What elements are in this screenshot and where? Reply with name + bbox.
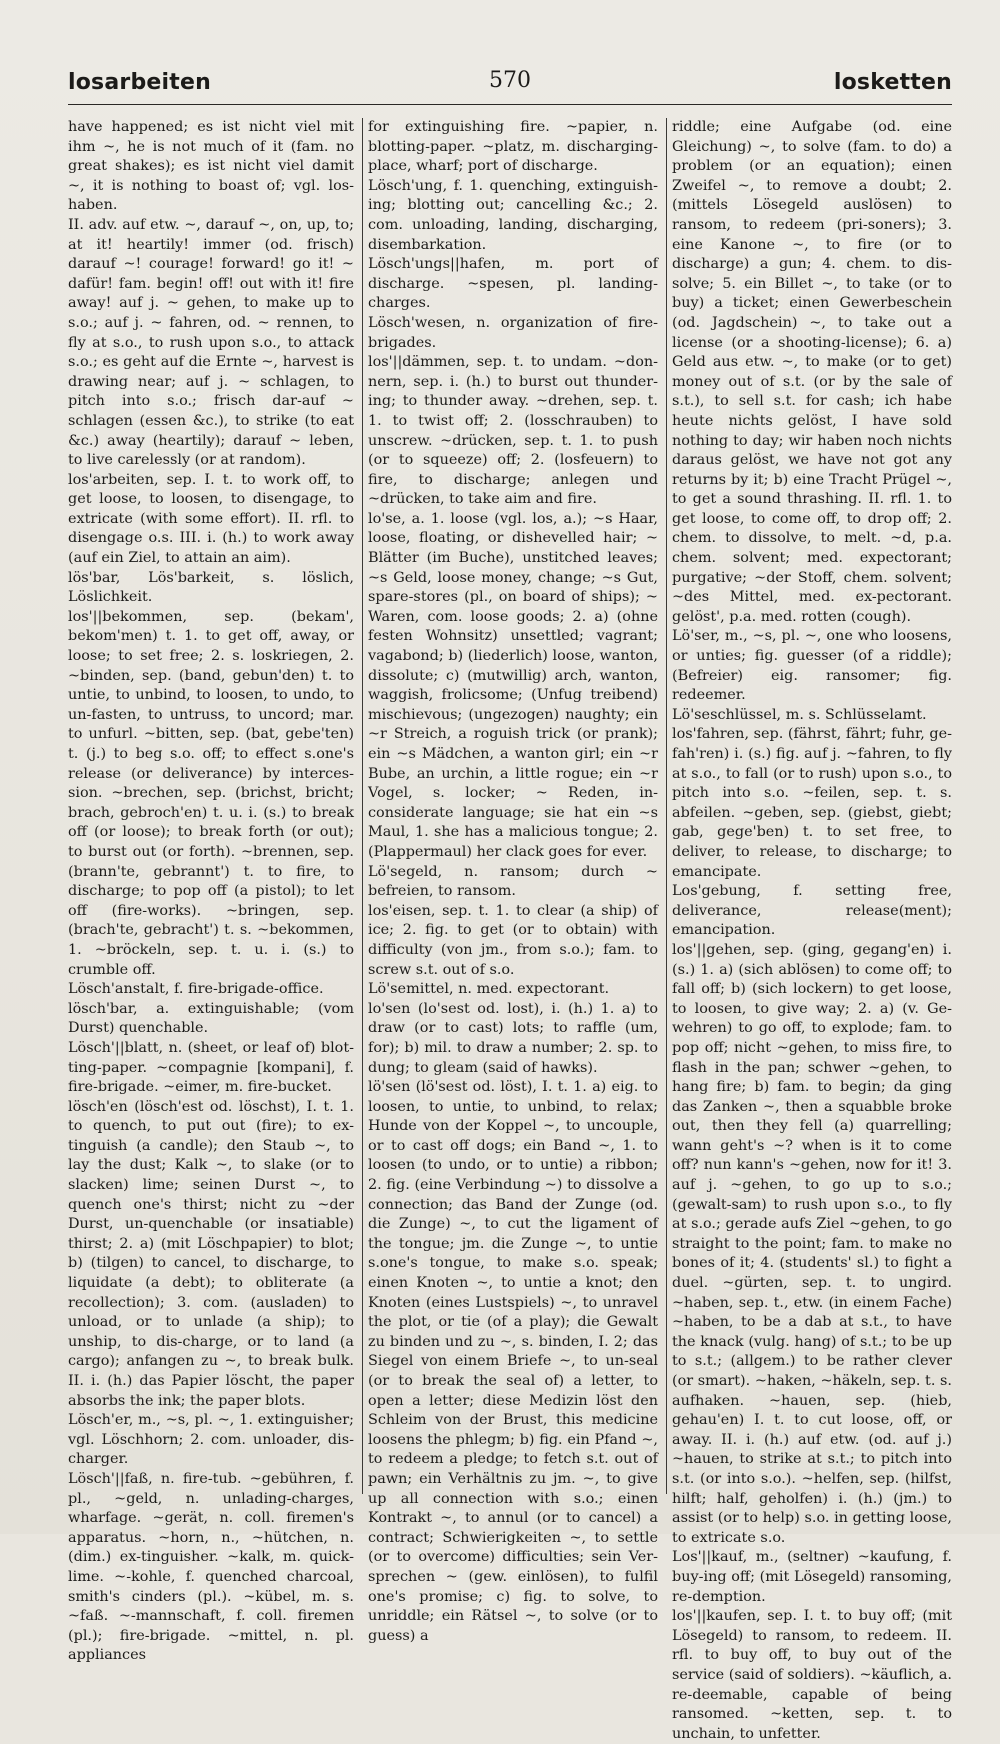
dictionary-entry: Lösch'anstalt, f. fire-brigade-office. [68, 981, 324, 998]
dictionary-entry: lö'sen (lö'sest od. löst), I. t. 1. a) eig. to loosen, to untie, to unbind, to relax; Hunde von der Koppel ~, to uncouple, or to cast off dogs; ein Band ~, 1. to loosen (to undo, or to untie) a ribbon; 2. fig. (eine Verbindung ~) to dissolve a connection; das Band der Zunge (od. die Zunge) ~, to cut the ligament of the tongue; jm. die Zunge ~, to untie s.one's tongue, to make s.o. speak; einen Knoten ~, to untie a knot; den Knoten (eines Lustspiels) ~, to unravel the plot, or tie (of a play); die Gewalt zu binden und zu ~, s. binden, I. 2; das Siegel von einem Briefe ~, to un-seal (or to break the seal of) a letter, to open a letter; diese Medizin löst den Schleim von der Brust, this medicine loosens the phlegm; b) fig. ein Pfand ~, to redeem a pledge; to fetch s.t. out of pawn; ein Verhältnis zu jm. ~, to give up all connection with s.o.; einen Kontrakt ~, to annul (or to cancel) a contract; Schwierigkeiten ~, to settle (or to overcome) difficulties; sein Ver-sprechen ~ (gew. einlösen), to fulfil one's promise; c) fig. to solve, to unriddle; ein Rätsel ~, to solve (or to guess) a [368, 1079, 658, 1644]
page-number: 570 [489, 68, 531, 93]
left-guideword: losarbeiten [68, 70, 211, 95]
dictionary-entry: Lösch'||blatt, n. (sheet, or leaf of) blot-ting-paper. ~compagnie [kompani], f. fire-brigade. ~eimer, m. fire-bucket. [68, 1039, 354, 1096]
text-columns [68, 118, 952, 1742]
column-1 [68, 118, 354, 1664]
dictionary-entry: los'||kaufen, sep. I. t. to buy off; (mit Lösegeld) to ransom, to redeem. II. rfl. to buy off, to buy out of the service (said of soldiers). ~käuflich, a. re-deemable, capable of being ransomed. ~ketten, sep. t. to unchain, to unfetter. [672, 1608, 952, 1742]
dictionary-entry: have happened; es ist nicht viel mit ihm ~, he is not much of it (fam. no great shakes); es ist nicht viel damit ~, it is nothing to boast of; vgl. los-haben. [68, 119, 354, 214]
column-2 [368, 118, 658, 1644]
dictionary-entry: Lö'seschlüssel, m. s. Schlüsselamt. [672, 706, 927, 723]
dictionary-entry: Los'||kauf, m., (seltner) ~kaufung, f. buy-ing off; (mit Lösegeld) ransoming, re-demption. [672, 1549, 952, 1605]
right-guideword: losketten [833, 70, 952, 95]
dictionary-entry: Lösch'er, m., ~s, pl. ~, 1. extinguisher; vgl. Löschhorn; 2. com. unloader, dis-charger. [68, 1412, 354, 1468]
dictionary-entry: Lösch'||faß, n. fire-tub. ~gebühren, f. pl., ~geld, n. unlading-charges, wharfage. ~gerät, n. coll. firemen's apparatus. ~horn, n., ~hütchen, n. (dim.) ex-tinguisher. ~kalk, m. quick-lime. ~-kohle, f. quenched charcoal, smith's cinders (pl.). ~kübel, m. s. ~faß. ~-mannschaft, f. coll. firemen (pl.); fire-brigade. ~mittel, n. pl. appliances [68, 1470, 354, 1664]
dictionary-entry: Los'gebung, f. setting free, deliverance, release(ment); emancipation. [672, 883, 952, 939]
dictionary-entry: los'arbeiten, sep. I. t. to work off, to get loose, to loosen, to disengage, to extricate (with some effort). II. rfl. to disengage o.s. III. i. (h.) to work away (auf ein Ziel, to attain an aim). [68, 471, 354, 567]
dictionary-entry: for extinguishing fire. ~papier, n. blotting-paper. ~platz, m. discharging-place, wharf; port of discharge. [368, 119, 658, 175]
dictionary-entry: Lö'segeld, n. ransom; durch ~ befreien, to ransom. [368, 863, 658, 900]
dictionary-entry: lös'bar, Lös'barkeit, s. löslich, Löslichkeit. [68, 569, 354, 606]
dictionary-entry: lo'se, a. 1. loose (vgl. los, a.); ~s Haar, loose, floating, or dishevelled hair; ~ Blätter (im Buche), unstitched leaves; ~s Geld, loose money, change; ~s Gut, spare-stores (pl., on board of ships); ~ Waren, com. loose goods; 2. a) (ohne festen Wohnsitz) unsettled; vagrant; vagabond; b) (liederlich) loose, wanton, dissolute; c) (mutwillig) arch, wanton, waggish, frolicsome; (Unfug treibend) mischievous; (ungezogen) naughty; ein ~r Streich, a roguish trick (or prank); ein ~s Mädchen, a wanton girl; ein ~r Bube, an urchin, a little rogue; ein ~r Vogel, s. locker; ~ Reden, in-considerate language; sie hat ein ~s Maul, 1. she has a malicious tongue; 2. (Plappermaul) her clack goes for ever. [368, 510, 658, 860]
dictionary-entry: Lö'semittel, n. med. expectorant. [368, 981, 610, 998]
dictionary-entry: los'||dämmen, sep. t. to undam. ~don-nern, sep. i. (h.) to burst out thunder-ing; to thunder away. ~drehen, sep. t. 1. to twist off; 2. (losschrauben) to unscrew. ~drücken, sep. t. 1. to push (or to squeeze) off; 2. (losfeuern) to fire, to discharge; anlegen und ~drücken, to take aim and fire. [368, 354, 658, 508]
dictionary-entry: los'fahren, sep. (fährst, fährt; fuhr, ge-fah'ren) i. (s.) fig. auf j. ~fahren, to fly at s.o., to fall (or to rush) upon s.o., to pitch into s.o. ~feilen, sep. t. s. abfeilen. ~geben, sep. (giebst, giebt; gab, gege'ben) t. to set free, to deliver, to release, to discharge; to emancipate. [672, 726, 952, 880]
dictionary-entry: Lösch'wesen, n. organization of fire-brigades. [368, 314, 658, 351]
dictionary-entry: Lö'ser, m., ~s, pl. ~, one who loosens, or unties; fig. guesser (of a riddle); (Befreier) eig. ransomer; fig. redeemer. [672, 628, 952, 704]
column-3 [672, 118, 952, 1742]
dictionary-entry: II. adv. auf etw. ~, darauf ~, on, up, to; at it! heartily! immer (od. frisch) darauf ~! courage! forward! go it! ~ dafür! fam. begin! off! out with it! fire away! auf j. ~ gehen, to make up to s.o.; auf j. ~ fahren, od. ~ rennen, to fly at s.o., to rush upon s.o., to attack s.o.; es geht auf die Ernte ~, harvest is drawing near; auf j. ~ schlagen, to pitch into s.o.; frisch dar-auf ~ schlagen (essen &c.), to strike (to eat &c.) away (heartily); darauf ~ leben, to live carelessly (or at random). [68, 216, 354, 469]
dictionary-entry: lo'sen (lo'sest od. lost), i. (h.) 1. a) to draw (or to cast) lots; to raffle (um, for); b) mil. to draw a number; 2. sp. to dung; to gleam (said of hawks). [368, 1000, 658, 1076]
dictionary-entry: riddle; eine Aufgabe (od. eine Gleichung) ~, to solve (fam. to do) a problem (or an equation); einen Zweifel ~, to remove a doubt; 2. (mittels Lösegeld auslösen) to ransom, to redeem (pri-soners); 3. eine Kanone ~, to fire (or to discharge) a gun; 4. chem. to dis-solve; 5. ein Billet ~, to take (or to buy) a ticket; einen Gewerbeschein (od. Jagdschein) ~, to take out a license (or a shooting-license); 6. a) Geld aus etw. ~, to make (or to get) money out of s.t. (or by the sale of s.t.), to sell s.t. for cash; ich habe heute nichts gelöst, I have sold nothing to day; wir haben noch nichts daraus gelöst, we have not got any returns by it; b) eine Tracht Prügel ~, to get a sound thrashing. II. rfl. 1. to get loose, to come off, to drop off; 2. chem. to dissolve, to melt. ~d, p.a. chem. solvent; med. expectorant; purgative; ~der Stoff, chem. solvent; ~des Mittel, med. ex-pectorant. gelöst', p.a. med. rotten (cough). [672, 119, 952, 625]
column-divider [362, 118, 363, 1494]
dictionary-entry: los'||bekommen, sep. (bekam', bekom'men) t. 1. to get off, away, or loose; to set free; 2. s. loskriegen, 2. ~binden, sep. (band, gebun'den) t. to untie, to unbind, to loosen, to undo, to un-fasten, to untruss, to uncord; mar. to unfurl. ~bitten, sep. (bat, gebe'ten) t. (j.) to beg s.o. off; to effect s.one's release (or deliverance) by interces-sion. ~brechen, sep. (brichst, bricht; brach, gebroch'en) t. u. i. (s.) to break off (or loose); to break forth (or out); to burst out (or forth). ~brennen, sep. (brann'te, gebrannt') t. to fire, to discharge; to pop off (a pistol); to let off (fire-works). ~bringen, sep. (brach'te, gebracht') t. s. ~bekommen, 1. ~bröckeln, sep. t. u. i. (s.) to crumble off. [68, 608, 354, 978]
dictionary-entry: Lösch'ung, f. 1. quenching, extinguish-ing; blotting out; cancelling &c.; 2. com. unloading, landing, discharging, disembarkation. [368, 177, 658, 253]
dictionary-entry: los'eisen, sep. t. 1. to clear (a ship) of ice; 2. fig. to get (or to obtain) with difficulty (von jm., from s.o.); fam. to screw s.t. out of s.o. [368, 902, 658, 978]
column-divider [666, 118, 667, 1494]
running-header [68, 64, 952, 105]
dictionary-entry: los'||gehen, sep. (ging, gegang'en) i. (s.) 1. a) (sich ablösen) to come off; to fall off; b) (sich lockern) to get loose, to loosen, to give way; 2. a) (v. Ge-wehren) to go off, to explode; fam. to pop off; nicht ~gehen, to miss fire, to flash in the pan; schwer ~gehen, to hang fire; b) fam. to begin; da ging das Zanken ~, then a squabble broke out, then they fell (a) quarrelling; wann geht's ~? when is it to come off? nun kann's ~gehen, now for it! 3. auf j. ~gehen, to go up to s.o.; (gewalt-sam) to rush upon s.o., to fly at s.o.; gerade aufs Ziel ~gehen, to go straight to the point; fam. to make no bones of it; 4. (students' sl.) to fight a duel. ~gürten, sep. t. to ungird. ~haben, sep. t., etw. (in einem Fache) ~haben, to be a dab at s.t., to have the knack (vulg. hang) of s.t.; to be up to s.t.; (allgem.) to be rather clever (or smart). ~haken, ~häkeln, sep. t. s. aufhaken. ~hauen, sep. (hieb, gehau'en) I. t. to cut loose, off, or away. II. i. (h.) auf etw. (od. auf j.) ~hauen, to strike at s.t.; to pitch into s.t. (or into s.o.). ~helfen, sep. (hilfst, hilft; half, geholfen) i. (h.) (jm.) to assist (or to help) s.o. in getting loose, to extricate s.o. [672, 941, 952, 1546]
dictionary-entry: lösch'en (lösch'est od. löschst), I. t. 1. to quench, to put out (fire); to ex-tinguish (a candle); den Staub ~, to lay the dust; Kalk ~, to slake (or to slacken) lime; seinen Durst ~, to quench one's thirst; nicht zu ~der Durst, un-quenchable (or insatiable) thirst; 2. a) (mit Löschpapier) to blot; b) (tilgen) to cancel, to discharge, to liquidate (a debt); to obliterate (a recollection); 3. com. (ausladen) to unload, or to unlade (a ship); to unship, to dis-charge, or to land (a cargo); anfangen zu ~, to break bulk. II. i. (h.) das Papier löscht, the paper absorbs the ink; the paper blots. [68, 1098, 354, 1409]
dictionary-entry: lösch'bar, a. extinguishable; (vom Durst) quenchable. [68, 1000, 354, 1037]
dictionary-entry: Lösch'ungs||hafen, m. port of discharge. ~spesen, pl. landing-charges. [368, 256, 658, 312]
